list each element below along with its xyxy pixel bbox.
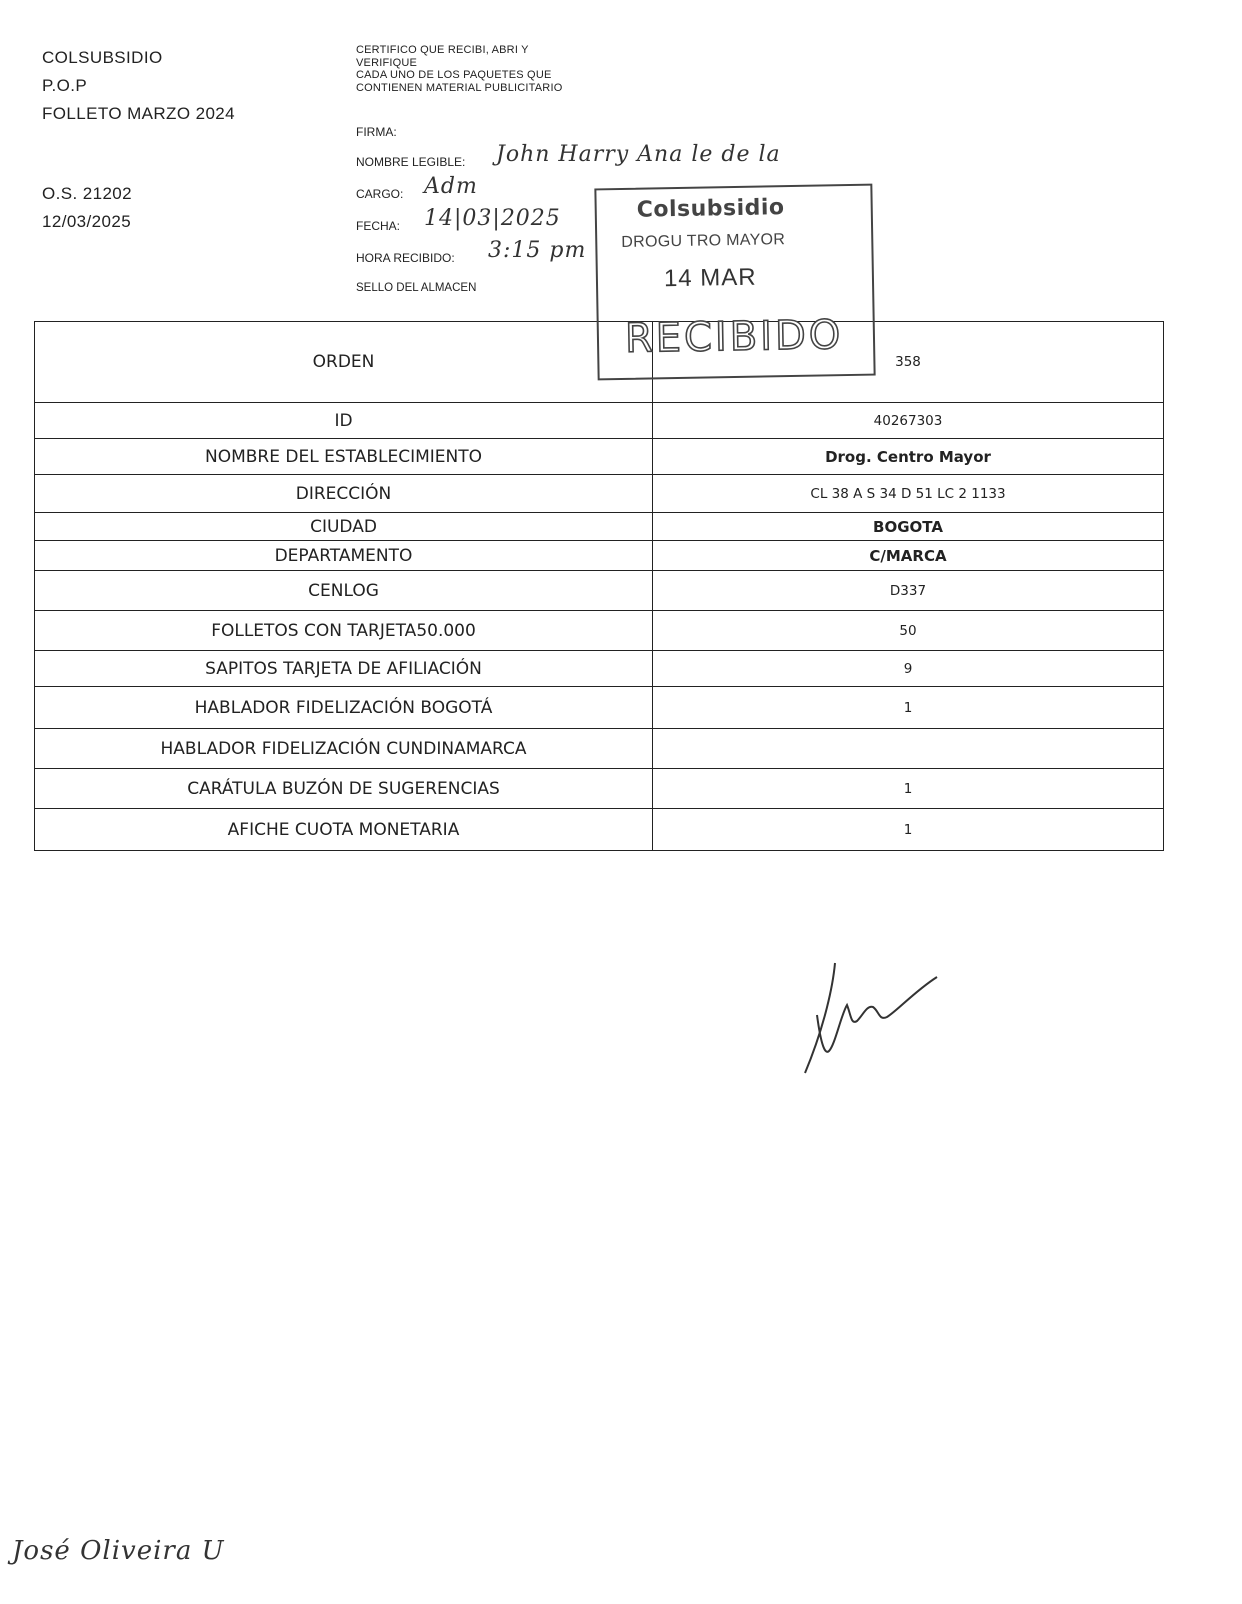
stamp-brand: Colsubsidio (636, 195, 785, 223)
certification-text (356, 44, 636, 94)
os-number: O.S. 21202 (42, 184, 133, 203)
pop-label: P.O.P (42, 76, 88, 95)
table-row (35, 439, 1164, 475)
cargo-label: CARGO: (356, 187, 404, 201)
row-label: HABLADOR FIDELIZACIÓN CUNDINAMARCA (35, 729, 653, 769)
initials-signature-icon (795, 955, 945, 1080)
row-value: 9 (653, 651, 1164, 687)
table-row (35, 729, 1164, 769)
row-value: 50 (653, 611, 1164, 651)
fecha-label: FECHA: (356, 219, 401, 233)
table-row (35, 651, 1164, 687)
table-row (35, 403, 1164, 439)
cert-line: CADA UNO DE LOS PAQUETES QUE (356, 69, 552, 81)
row-label: ID (35, 403, 653, 439)
row-label: AFICHE CUOTA MONETARIA (35, 809, 653, 851)
company-header (42, 44, 235, 128)
table-row (35, 571, 1164, 611)
folleto-label: FOLLETO MARZO 2024 (42, 104, 236, 123)
row-label: CENLOG (35, 571, 653, 611)
fecha-handwritten: 14|03|2025 (424, 206, 561, 231)
stamp-department: DROGU TRO MAYOR (621, 231, 786, 251)
table-row (35, 541, 1164, 571)
row-value: 1 (653, 809, 1164, 851)
cert-line: CERTIFICO QUE RECIBI, ABRI Y (356, 44, 529, 56)
row-value: Drog. Centro Mayor (653, 439, 1164, 475)
row-value: C/MARCA (653, 541, 1164, 571)
hora-handwritten: 3:15 pm (488, 238, 587, 263)
os-date: 12/03/2025 (42, 212, 132, 231)
row-value: BOGOTA (653, 513, 1164, 541)
row-label: CARÁTULA BUZÓN DE SUGERENCIAS (35, 769, 653, 809)
row-value: 358 (653, 322, 1164, 403)
row-label: ORDEN (35, 322, 653, 403)
stamp-received: RECIBIDO (624, 312, 844, 362)
table-row (35, 687, 1164, 729)
row-label: CIUDAD (35, 513, 653, 541)
footer-signature: José Oliveira U (12, 1536, 225, 1566)
table-row (35, 513, 1164, 541)
nombre-label: NOMBRE LEGIBLE: (356, 155, 466, 169)
table-row (35, 809, 1164, 851)
row-value: 1 (653, 769, 1164, 809)
table-row (35, 769, 1164, 809)
row-value: CL 38 A S 34 D 51 LC 2 1133 (653, 475, 1164, 513)
stamp-date: 14 MAR (663, 263, 757, 293)
data-table (34, 321, 1164, 851)
row-label: NOMBRE DEL ESTABLECIMIENTO (35, 439, 653, 475)
row-label: DIRECCIÓN (35, 475, 653, 513)
row-value: D337 (653, 571, 1164, 611)
sello-label: SELLO DEL ALMACEN (356, 282, 477, 294)
cert-line: VERIFIQUE (356, 56, 418, 69)
row-label: DEPARTAMENTO (35, 541, 653, 571)
table-row (35, 475, 1164, 513)
cargo-handwritten: Adm (424, 174, 478, 199)
nombre-handwritten: John Harry Ana le de la (496, 142, 781, 167)
row-label: HABLADOR FIDELIZACIÓN BOGOTÁ (35, 687, 653, 729)
row-label: FOLLETOS CON TARJETA50.000 (35, 611, 653, 651)
row-value: 40267303 (653, 403, 1164, 439)
row-value (653, 729, 1164, 769)
table-row (35, 611, 1164, 651)
row-value: 1 (653, 687, 1164, 729)
firma-label: FIRMA: (356, 125, 397, 139)
company-name: COLSUBSIDIO (42, 48, 163, 67)
order-service-block (42, 180, 132, 236)
cert-line: CONTIENEN MATERIAL PUBLICITARIO (356, 81, 563, 94)
row-label: SAPITOS TARJETA DE AFILIACIÓN (35, 651, 653, 687)
received-stamp (594, 184, 875, 381)
hora-label: HORA RECIBIDO: (356, 251, 455, 265)
